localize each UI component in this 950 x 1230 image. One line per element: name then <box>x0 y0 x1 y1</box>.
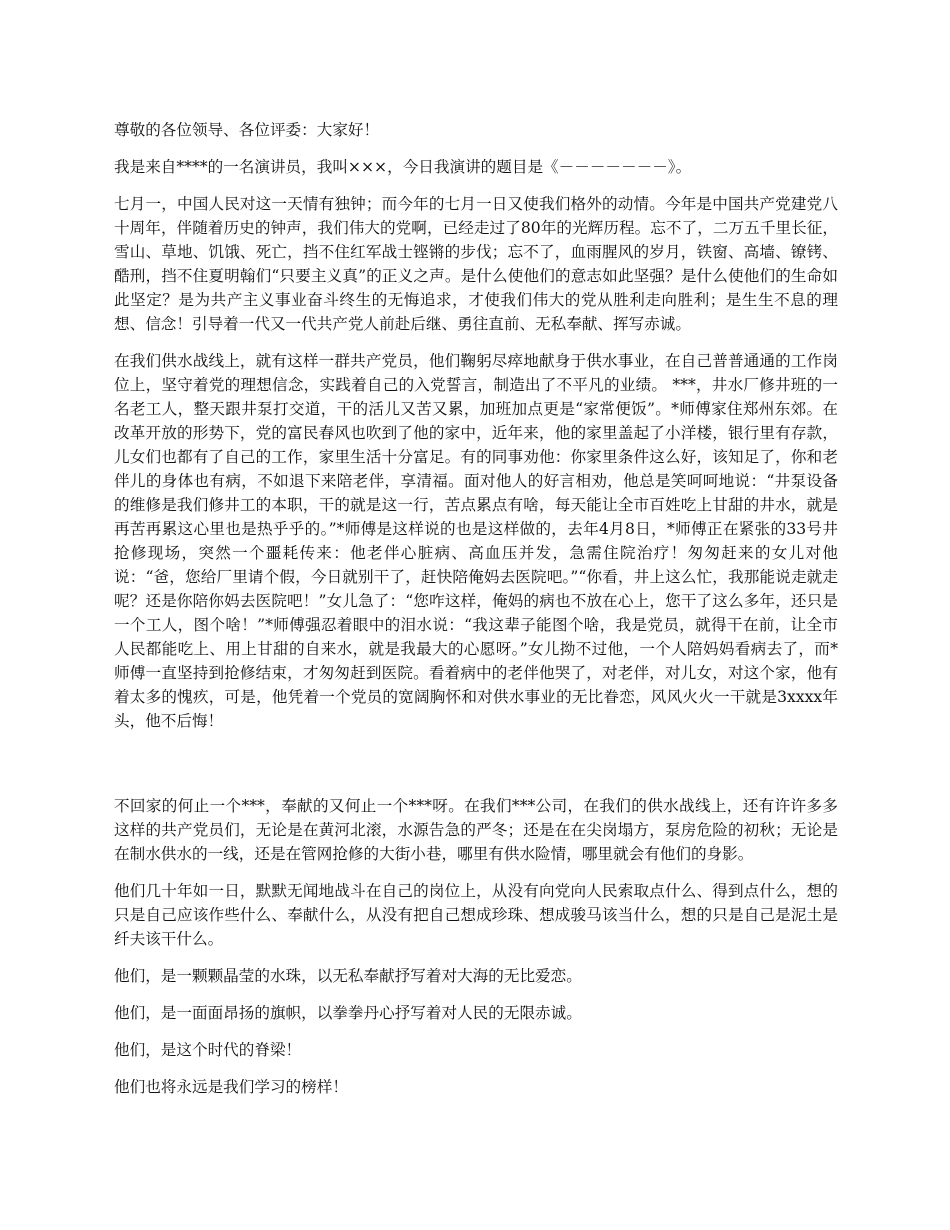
intro-paragraph: 我是来自****的一名演讲员，我叫×××，今日我演讲的题目是《－－－－－－－》。 <box>114 158 692 176</box>
body-paragraph-banners: 他们，是一面面昂扬的旗帜，以拳拳丹心抒写着对人民的无限赤诚。 <box>114 1004 582 1022</box>
body-paragraph-backbone: 他们，是这个时代的脊梁！ <box>114 1041 302 1059</box>
body-paragraph-water-worker-story: 在我们供水战线上，就有这样一群共产党员，他们鞠躬尽瘁地献身于供水事业，在自己普普通通的工作岗位上，坚守着党的理想信念，实践着自己的入党誓言，制造出了不平凡的业绩。 ***，井水厂修井班的一名老工人，整天跟井泵打交道，干的活儿又苦又累，加班加点更是“家常便饭”。*师傅家住郑州东郊。在改革开放的形势下，党的富民春风也吹到了他的家中，近年来，他的家里盖起了小洋楼，银行里有存款，儿女们也都有了自己的工作，家里生活十分富足。有的同事劝他：你家里条件这么好，该知足了，你和老伴儿的身体也有病，不如退下来陪老伴，享清福。面对他人的好言相劝，他总是笑呵呵地说：“井泵设备的维修是我们修井工的本职，干的就是这一行，苦点累点有啥，每天能让全市百姓吃上甘甜的井水，就是再苦再累这心里也是热乎乎的。”*师傅是这样说的也是这样做的，去年4月8日，*师傅正在紧张的33号井抢修现场，突然一个噩耗传来：他老伴心脏病、高血压并发，急需住院治疗！匆匆赶来的女儿对他说：“爸，您给厂里请个假，今日就别干了，赶快陪俺妈去医院吧。”“你看，井上这么忙，我那能说走就走呢？还是你陪你妈去医院吧！”女儿急了：“您咋这样，俺妈的病也不放在心上，您干了这么多年，还只是一个工人，图个啥！”*师傅强忍着眼中的泪水说：“我这辈子能图个啥，我是党员，就得干在前，让全市人民都能吃上、用上甘甜的自来水，就是我最大的心愿呀。”女儿拗不过他，一个人陪妈妈看病去了，而*师傅一直坚持到抢修结束，才匆匆赶到医院。看着病中的老伴他哭了，对老伴，对儿女，对这个家，他有着太多的愧疚，可是，他凭着一个党员的宽阔胸怀和对供水事业的无比眷恋，风风火火一干就是3xxxx年头，他不后悔！ <box>114 352 838 730</box>
body-paragraph-dedication: 他们几十年如一日，默默无闻地战斗在自己的岗位上，从没有向党向人民索取点什么、得到点什么，想的只是自己应该作些什么、奉献什么，从没有把自己想成珍珠、想成骏马该当什么，想的只是自己是泥土是纤夫该干什么。 <box>114 882 838 948</box>
speech-document <box>114 118 838 1112</box>
body-paragraph-many-members: 不回家的何止一个***，奉献的又何止一个***呀。在我们***公司，在我们的供水战线上，还有许许多多这样的共产党员们，无论是在黄河北滚，水源告急的严冬；还是在在尖岗塌方，泵房危险的初秋；无论是在制水供水的一线，还是在管网抢修的大街小巷，哪里有供水险情，哪里就会有他们的身影。 <box>114 797 838 863</box>
body-paragraph-party-anniversary: 七月一，中国人民对这一天情有独钟；而今年的七月一日又使我们格外的动情。今年是中国共产党建党八十周年，伴随着历史的钟声，我们伟大的党啊，已经走过了80年的光辉历程。忘不了，二万五千里长征，雪山、草地、饥饿、死亡，挡不住红军战士铿锵的步伐；忘不了，血雨腥风的岁月，铁窗、高墙、镣铐、酷刑，挡不住夏明翰们“只要主义真”的正义之声。是什么使他们的意志如此坚强？是什么使他们的生命如此坚定？是为共产主义事业奋斗终生的无悔追求，才使我们伟大的党从胜利走向胜利；是生生不息的理想、信念！引导着一代又一代共产党人前赴后继、勇往直前、无私奉献、挥写赤诚。 <box>114 195 838 333</box>
greeting-paragraph: 尊敬的各位领导、各位评委：大家好！ <box>114 121 380 139</box>
closing-paragraph: 他们也将永远是我们学习的榜样！ <box>114 1078 348 1096</box>
body-paragraph-water-drops: 他们，是一颗颗晶莹的水珠，以无私奉献抒写着对大海的无比爱恋。 <box>114 967 582 985</box>
